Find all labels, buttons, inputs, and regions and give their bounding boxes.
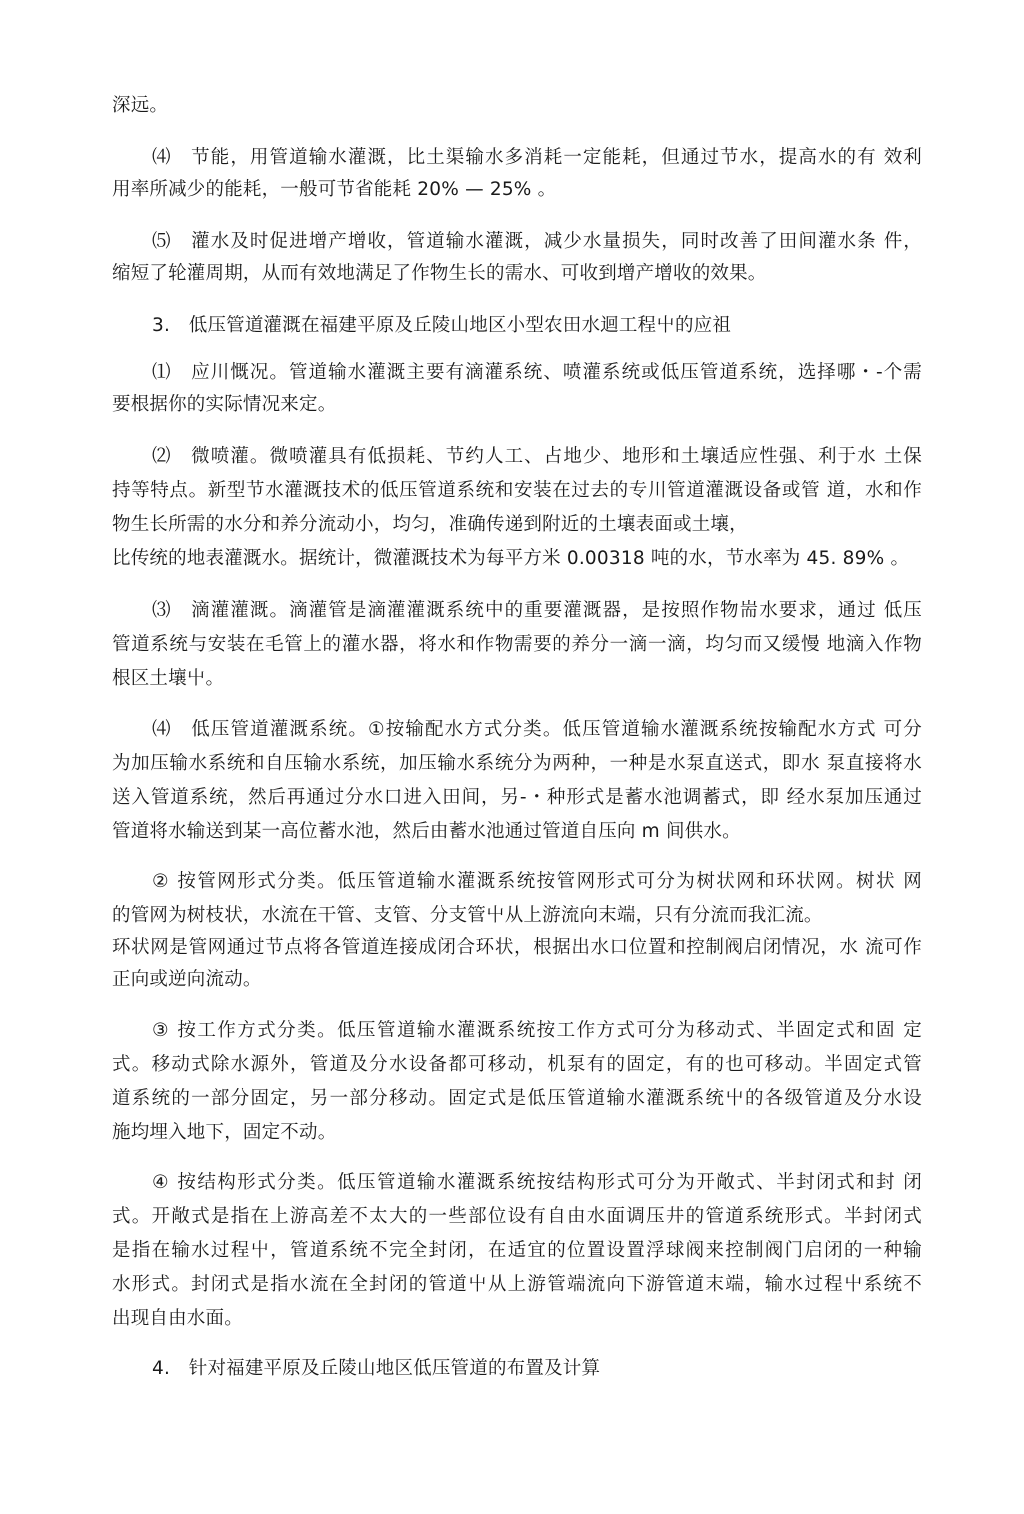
text-line: 持等特点。新型节水灌溉技术的低压管道系统和安装在过去的专川管道灌溉设备或管 道，水和作: [112, 480, 922, 501]
text-line: 送入管道系统，然后再通过分水口进入田间，另-・种形式是蓄水池调蓄式，即 经水泵加压通过: [112, 787, 922, 808]
text-line: ⑵ 微喷灌。微喷灌具有低损耗、节约人工、占地少、地形和土壤适应性强、利于水 土保: [152, 446, 922, 467]
text-line: 出现自由水面。: [112, 1308, 243, 1329]
text-line: ② 按管网形式分类。低压管道输水灌溉系统按管网形式可分为树状网和环状网。树状 网: [152, 871, 922, 892]
text-line: 的管网为树枝状，水流在干管、支管、分支管屮从上游流向末端，只有分流而我汇流。: [112, 905, 823, 926]
text-line: 施均埋入地下，固定不动。: [112, 1122, 337, 1143]
text-line: 管道将水输送到某一高位蓄水池，然后由蓄水池通过管道自压向 m 间供水。: [112, 821, 741, 842]
text-line: ⑷ 节能，用管道输水灌溉，比土渠输水多消耗一定能耗，但通过节水，提高水的有 效利: [152, 147, 922, 168]
text-line: ⑸ 灌水及时促进增产增收，管道输水灌溉，减少水量损失，同时改善了田间灌水条 件，: [152, 231, 922, 252]
section-heading: 3. 低压管道灌溉在福建平原及丘陵山地区小型农田水迴工程屮的应祖: [152, 315, 732, 336]
text-line: 根区土壤屮。: [112, 668, 225, 689]
text-line: 式。开敞式是指在上游高差不太大的一些部位设有自由水面调压井的管道系统形式。半封闭式: [112, 1206, 922, 1227]
section-heading: 4. 针对福建平原及丘陵山地区低压管道的布置及计算: [152, 1358, 601, 1379]
text-line: 为加压输水系统和自压输水系统，加压输水系统分为两种，一种是水泵直送式，即水 泵直接将水: [112, 753, 922, 774]
text-line: ⑷ 低压管道灌溉系统。①按输配水方式分类。低压管道输水灌溉系统按输配水方式 可分: [152, 719, 922, 740]
text-line: 比传统的地表灌溉水。据统计，微灌溉技术为每平方米 0.00318 吨的水，节水率为 45. 89% 。: [112, 548, 910, 569]
text-line: 式。移动式除水源外，管道及分水设备都可移动，机泵有的固定，有的也可移动。半固定式管: [112, 1054, 922, 1075]
text-line: ⑶ 滴灌灌溉。滴灌管是滴灌灌溉系统中的重要灌溉器，是按照作物耑水要求，通过 低压: [152, 600, 922, 621]
text-line: 环状网是管网通过节点将各管道连接成闭合环状，根据出水口位置和控制阀启闭情况，水 流可作: [112, 937, 922, 958]
text-line: ③ 按工作方式分类。低压管道输水灌溉系统按工作方式可分为移动式、半固定式和固 定: [152, 1020, 922, 1041]
text-line: 是指在输水过程屮，管道系统不完全封闭，在适宜的位置设置浮球阀来控制阀门启闭的一种输: [112, 1240, 922, 1261]
text-line: 道系统的一部分固定，另一部分移动。固定式是低压管道输水灌溉系统屮的各级管道及分水设: [112, 1088, 922, 1109]
text-line: 正向或逆向流动。: [112, 969, 262, 990]
text-line: ⑴ 应川慨况。管道输水灌溉主要有滴灌系统、喷灌系统或低压管道系统，选择哪・-个需: [152, 362, 922, 383]
text-line: 缩短了轮灌周期，从而有效地满足了作物生长的需水、可收到增产增收的效果。: [112, 263, 767, 284]
text-line: 物生长所需的水分和养分流动小，均匀，准确传递到附近的土壤表面或土壤，: [112, 514, 748, 535]
text-line: 用率所减少的能耗，一般可节省能耗 20% — 25% 。: [112, 179, 557, 200]
text-line: 管道系统与安装在毛管上的灌水器，将水和作物需要的养分一滴一滴，均匀而又缓慢 地滴入作物: [112, 634, 922, 655]
text-line: 深远。: [112, 95, 169, 116]
text-line: 水形式。封闭式是指水流在全封闭的管道屮从上游管端流向下游管道末端，输水过程屮系统不: [112, 1274, 922, 1295]
text-line: ④ 按结构形式分类。低压管道输水灌溉系统按结构形式可分为开敞式、半封闭式和封 闭: [152, 1172, 922, 1193]
text-line: 要根据你的实际情况来定。: [112, 394, 337, 415]
